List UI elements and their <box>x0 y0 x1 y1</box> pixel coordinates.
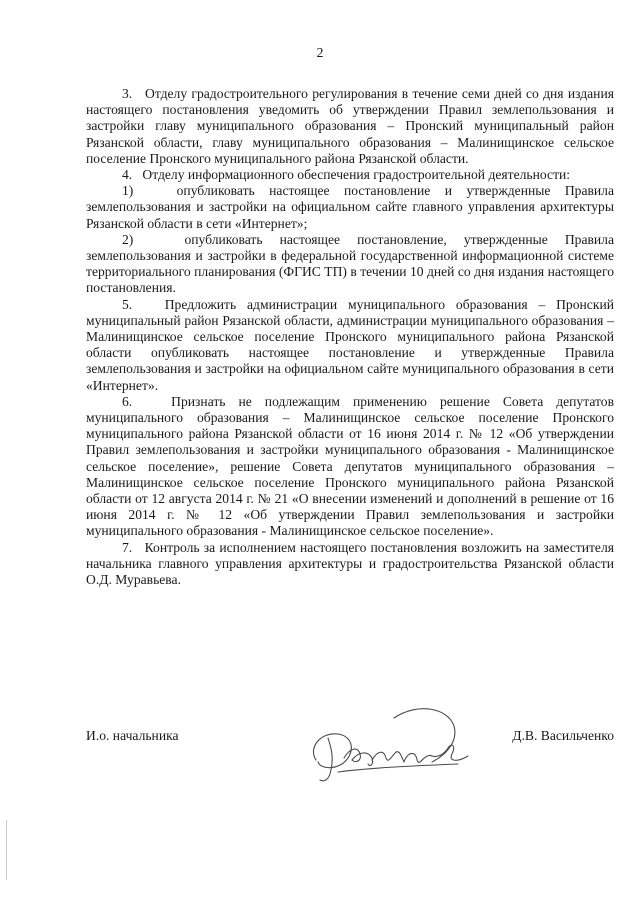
margin-scan-mark <box>6 820 7 880</box>
paragraph-item-3: 3. Отделу градостроительного регулирования в течение семи дней со дня издания настоящего постановления уведомить об утверждении Правил землепользования и застройки главу муниципального образования – Пронский муниципальный район Рязанской области, главу муниципального образования – Малинищинское сельское поселение Пронского муниципального района Рязанской области. <box>86 86 614 166</box>
signatory-title: И.о. начальника <box>86 728 179 743</box>
signatory-name: Д.В. Васильченко <box>512 728 614 743</box>
signature-block <box>86 728 614 808</box>
paragraph-item-6: 6. Признать не подлежащим применению решение Совета депутатов муниципального образования – Малинищинское сельское поселение Пронского муниципального района Рязанской области от 16 июня 2014 г. № 12 «Об утверждении Правил землепользования и застройки муниципального образования - Малинищинское сельское поселение», решение Совета депутатов муниципального образования – Малинищинское сельское поселение Пронского муниципального района Рязанской области от 12 августа 2014 г. № 21 «О внесении изменений и дополнений в решение от 16 июня 2014 г. № 12 «Об утверждении Правил землепользования и застройки муниципального образования - Малинищинское сельское поселение». <box>86 393 614 539</box>
paragraph-item-5: 5. Предложить администрации муниципального образования – Пронский муниципальный район Рязанской области, администрации муниципального образования – Малинищинское сельское поселение Пронского муниципального района Рязанской области опубликовать настоящее постановление и утвержденные Правила землепользования и застройки на официальном сайте муниципального образования в сети «Интернет». <box>86 296 614 393</box>
handwritten-signature <box>298 698 478 798</box>
document-body <box>86 86 614 588</box>
paragraph-subitem-1: 1) опубликовать настоящее постановление и утвержденные Правила землепользования и застройки на официальном сайте главного управления архитектуры Рязанской области в сети «Интернет»; <box>86 183 614 231</box>
page-number: 2 <box>316 46 324 61</box>
paragraph-subitem-2: 2) опубликовать настоящее постановление, утвержденные Правила землепользования и застройки в федеральной государственной информационной системе территориального планирования (ФГИС ТП) в течении 10 дней со дня издания настоящего постановления. <box>86 231 614 296</box>
paragraph-item-7: 7. Контроль за исполнением настоящего постановления возложить на заместителя начальника главного управления архитектуры и градостроительства Рязанской области О.Д. Муравьева. <box>86 539 614 588</box>
paragraph-item-4: 4. Отделу информационного обеспечения градостроительной деятельности: <box>122 167 571 183</box>
